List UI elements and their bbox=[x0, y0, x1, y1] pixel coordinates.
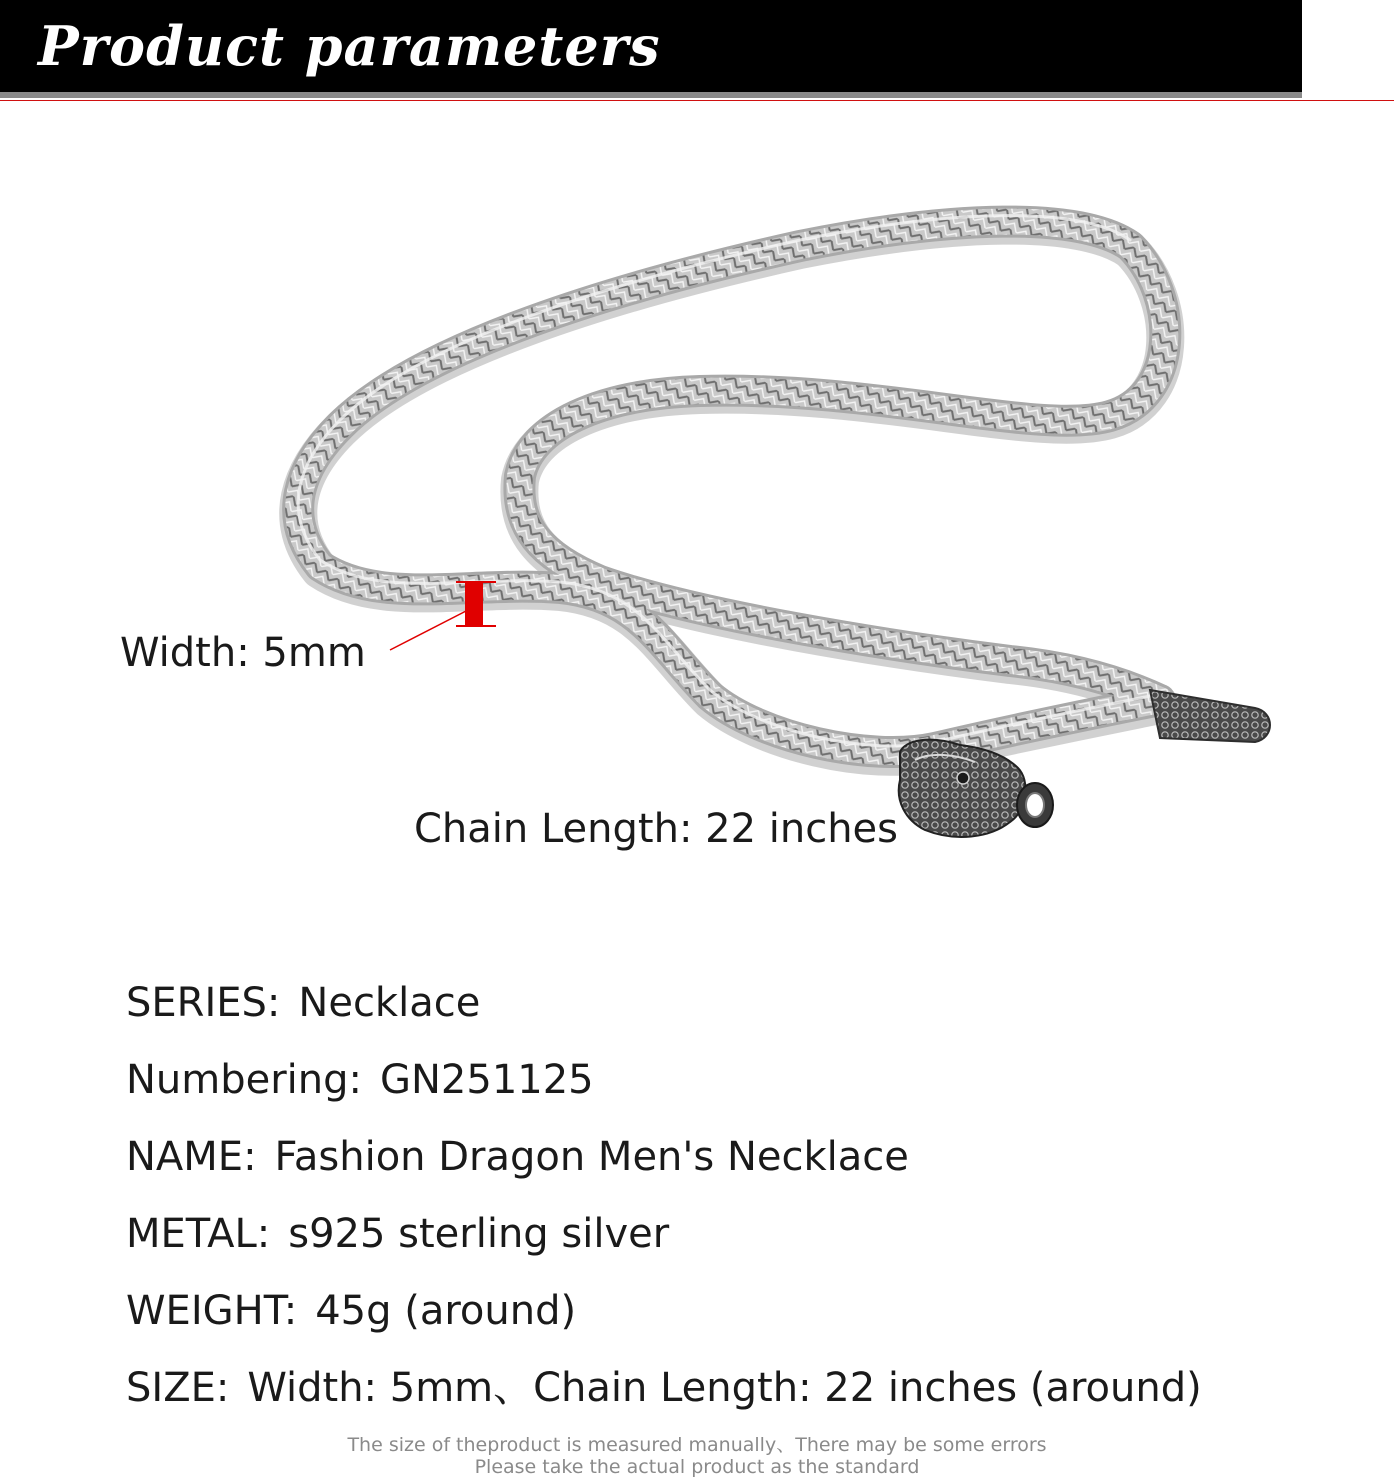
spec-row-numbering bbox=[126, 1052, 1202, 1129]
spec-value: 45g (around) bbox=[315, 1288, 577, 1334]
spec-list bbox=[126, 975, 1202, 1437]
spec-row-weight bbox=[126, 1283, 1202, 1360]
spec-label: SIZE: bbox=[126, 1365, 230, 1411]
spec-row-series bbox=[126, 975, 1202, 1052]
page-title: Product parameters bbox=[38, 14, 661, 78]
spec-row-name bbox=[126, 1129, 1202, 1206]
chain-end-cap bbox=[1150, 690, 1270, 742]
spec-label: Numbering: bbox=[126, 1057, 363, 1103]
chain-length-annotation: Chain Length: 22 inches bbox=[414, 806, 899, 852]
spec-value: s925 sterling silver bbox=[288, 1211, 670, 1257]
header-red-rule bbox=[0, 100, 1394, 101]
spec-label: WEIGHT: bbox=[126, 1288, 298, 1334]
spec-value: Fashion Dragon Men's Necklace bbox=[274, 1134, 909, 1180]
spec-row-metal bbox=[126, 1206, 1202, 1283]
spec-label: METAL: bbox=[126, 1211, 271, 1257]
spec-value: Width: 5mm、Chain Length: 22 inches (around) bbox=[247, 1365, 1202, 1411]
spec-label: SERIES: bbox=[126, 980, 281, 1026]
spec-value: Necklace bbox=[298, 980, 481, 1026]
dragon-head-clasp bbox=[899, 740, 1053, 837]
spec-row-size bbox=[126, 1360, 1202, 1437]
footnote-measurement: The size of theproduct is measured manually、There may be some errors bbox=[347, 1434, 1047, 1456]
width-annotation: Width: 5mm bbox=[120, 630, 366, 676]
spec-value: GN251125 bbox=[380, 1057, 594, 1103]
header-underline bbox=[0, 92, 1302, 98]
chain-weave bbox=[298, 222, 1165, 752]
spec-label: NAME: bbox=[126, 1134, 257, 1180]
footnote-standard: Please take the actual product as the standard bbox=[474, 1456, 920, 1478]
